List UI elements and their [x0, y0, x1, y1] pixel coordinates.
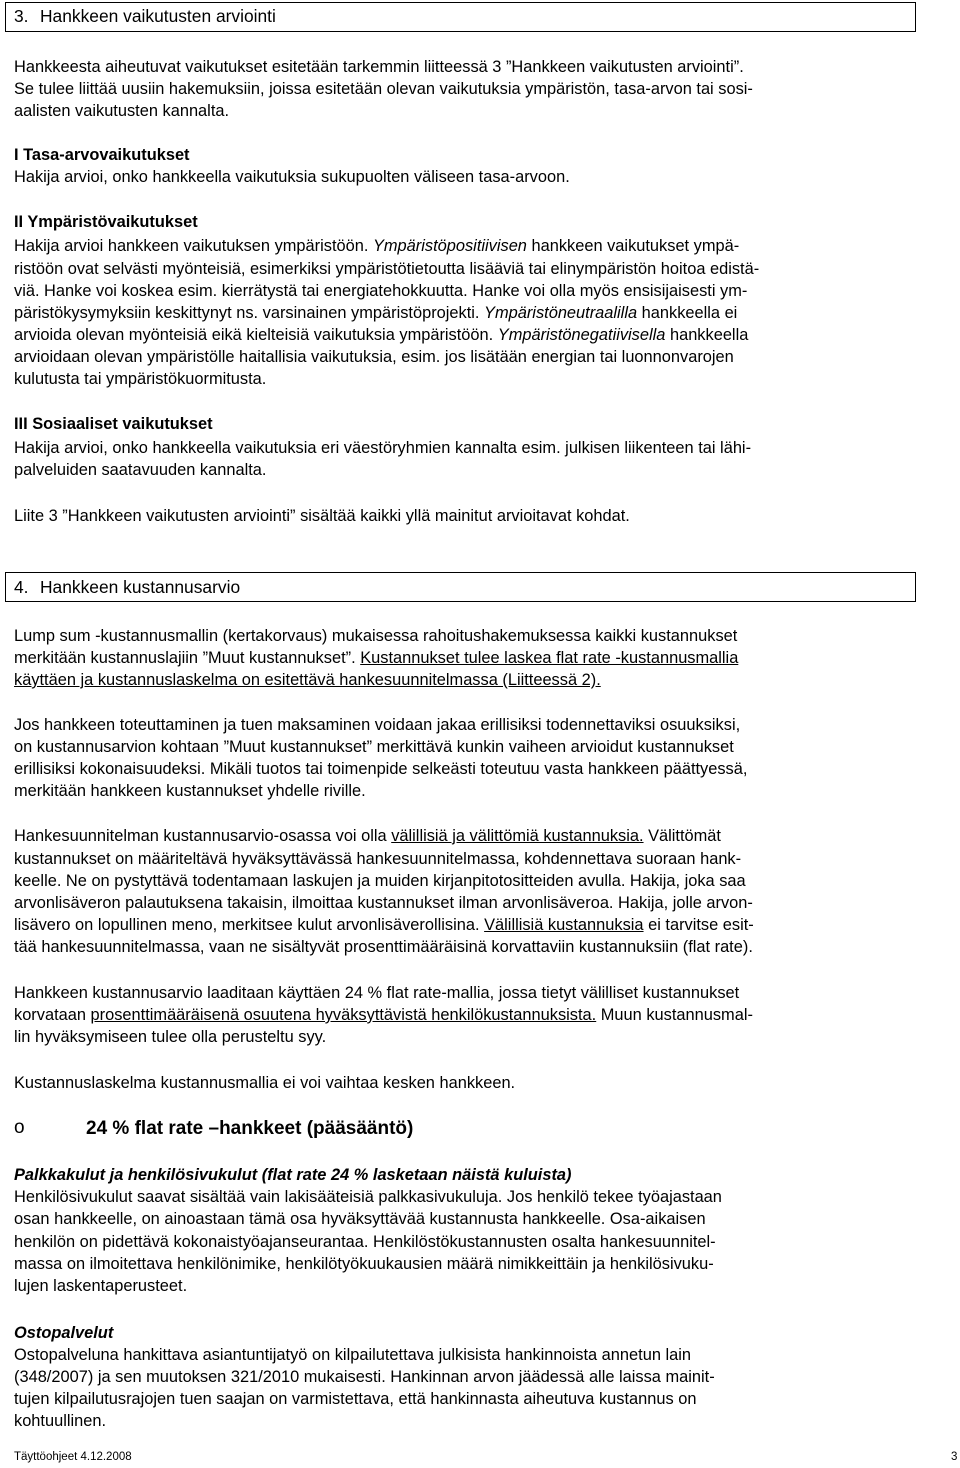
text-line: Kustannuslaskelma kustannusmallia ei voi vaihtaa kesken hankkeen. — [14, 1074, 516, 1092]
text-line: Hakija arvioi, onko hankkeella vaikutuksia sukupuolten väliseen tasa-arvoon. — [14, 168, 570, 186]
text-line: arvioidaan olevan ympäristölle haitallisia vaikutuksia, esim. jos lisätään energian tai luonnonvarojen — [14, 348, 734, 366]
text-line: Henkilösivukulut saavat sisältää vain lakisääteisiä palkkasivukuluja. Jos henkilö tekee työajastaan — [14, 1188, 722, 1206]
text-line: massa on ilmoitettava henkilönimike, henkilötyökuukausien määrä nimikkeittäin ja henkilösivuku- — [14, 1255, 714, 1273]
section-title: Hankkeen vaikutusten arviointi — [40, 6, 276, 26]
subheading-ostopalvelut: Ostopalvelut — [14, 1324, 114, 1342]
text-line: arvioida olevan myönteisiä eikä kielteisiä vaikutuksia ympäristöön. Ympäristönegatiivisella hankkeella — [14, 326, 749, 344]
text-line: Ostopalveluna hankittava asiantuntijatyö on kilpailutettava julkisista hankinnoista annetun lain — [14, 1346, 692, 1364]
text-line: Liite 3 ”Hankkeen vaikutusten arviointi” sisältää kaikki yllä mainitut arvioitavat kohdat. — [14, 507, 630, 525]
subheading-ymparisto: II Ympäristövaikutukset — [14, 213, 198, 231]
footer-date: Täyttöohjeet 4.12.2008 — [14, 1451, 132, 1463]
text-line: aalisten vaikutusten kannalta. — [14, 102, 230, 120]
bullet-icon: o — [14, 1117, 25, 1138]
text-line: Jos hankkeen toteuttaminen ja tuen maksaminen voidaan jakaa erillisiksi todennettaviksi osuuksiksi, — [14, 716, 741, 734]
text-line: viä. Hanke voi koskea esim. kierrätystä tai energiatehokkuutta. Hanke voi olla myös ensisijaisesti ym- — [14, 282, 748, 300]
text-line: merkitään kustannuslajiin ”Muut kustannukset”. Kustannukset tulee laskea flat rate -kustannusmallia — [14, 649, 739, 667]
text-line: (348/2007) ja sen muutoksen 321/2010 mukaisesti. Hankinnan arvon jäädessä alle laissa mainit- — [14, 1368, 715, 1386]
text-line: merkitään hankkeen kustannukset yhdelle riville. — [14, 782, 366, 800]
section-4-title — [14, 577, 240, 597]
text-line: päristökysymyksiin keskittynyt ns. varsinainen ympäristöprojekti. Ympäristöneutraalilla hankkeella ei — [14, 304, 738, 322]
text-line: henkilön on pidettävä kokonaistyöajanseurantaa. Henkilöstökustannusten osalta hankesuunnitel- — [14, 1233, 716, 1251]
text-line: Lump sum -kustannusmallin (kertakorvaus) mukaisessa rahoitushakemuksessa kaikki kustannukset — [14, 627, 738, 645]
text-line: on kustannusarvion kohtaan ”Muut kustannukset” merkittävä kunkin vaiheen arvioidut kustannukset — [14, 738, 734, 756]
flat-rate-heading: 24 % flat rate –hankkeet (pääsääntö) — [86, 1118, 414, 1139]
text-line: lin hyväksymiseen tulee olla perusteltu syy. — [14, 1028, 327, 1046]
section-3-title — [14, 6, 276, 26]
text-line: osan hankkeelle, on ainoastaan tämä osa hyväksyttävää kustannusta hankkeelle. Osa-aikaisen — [14, 1210, 706, 1228]
subheading-sosiaaliset: III Sosiaaliset vaikutukset — [14, 415, 213, 433]
section-number: 3. — [14, 6, 29, 26]
text-line: kustannukset on määriteltävä hyväksyttävässä hankesuunnitelmassa, kohdennettava suoraan hank- — [14, 850, 742, 868]
section-number: 4. — [14, 577, 29, 597]
text-line: Hakija arvioi hankkeen vaikutuksen ympäristöön. Ympäristöpositiivisen hankkeen vaikutukset ympä- — [14, 237, 740, 255]
text-line: keelle. Ne on pystyttävä todentamaan laskujen ja muiden kirjanpitotositteiden avulla. Hakija, joka saa — [14, 872, 746, 890]
text-line: Hakija arvioi, onko hankkeella vaikutuksia eri väestöryhmien kannalta esim. julkisen liikenteen tai lähi- — [14, 439, 752, 457]
subheading-tasa-arvo: I Tasa-arvovaikutukset — [14, 146, 190, 164]
text-line: tää hankesuunnitelmassa, vaan ne sisältyvät prosenttimääräisinä korvattaviin kustannuksiin (flat rate). — [14, 938, 753, 956]
subheading-palkkakulut: Palkkakulut ja henkilösivukulut (flat rate 24 % lasketaan näistä kuluista) — [14, 1166, 572, 1184]
text-line: Se tulee liittää uusiin hakemuksiin, joissa esitetään olevan vaikutuksia ympäristön, tasa-arvon tai sosi- — [14, 80, 753, 98]
text-line: Hankesuunnitelman kustannusarvio-osassa voi olla välillisiä ja välittömiä kustannuksia. Välittömät — [14, 827, 721, 845]
text-line: käyttäen ja kustannuslaskelma on esitettävä hankesuunnitelmassa (Liitteessä 2). — [14, 671, 601, 689]
text-line: Hankkeen kustannusarvio laaditaan käyttäen 24 % flat rate-mallia, jossa tietyt välilliset kustannukset — [14, 984, 740, 1002]
text-line: ristöön ovat selvästi myönteisiä, esimerkiksi ympäristötietoutta lisääviä tai elinympäristön hoitoa edistä- — [14, 260, 760, 278]
text-line: korvataan prosenttimääräisenä osuutena hyväksyttävistä henkilökustannuksista. Muun kustannusmal- — [14, 1006, 753, 1024]
text-line: kulutusta tai ympäristökuormitusta. — [14, 370, 267, 388]
text-line: lujen laskentaperusteet. — [14, 1277, 188, 1295]
section-title: Hankkeen kustannusarvio — [40, 577, 241, 597]
text-line: arvonlisäveron palautuksena takaisin, ilmoittaa kustannukset ilman arvonlisäveroa. Hakija, jolle arvon- — [14, 894, 753, 912]
text-line: erillisiksi kokonaisuudeksi. Mikäli tuotos tai toimenpide selkeästi toteutuu vasta hankkeen päättyessä, — [14, 760, 748, 778]
text-line: Hankkeesta aiheutuvat vaikutukset esitetään tarkemmin liitteessä 3 ”Hankkeen vaikutusten arviointi”. — [14, 58, 744, 76]
page-number: 3 — [951, 1451, 958, 1463]
text-line: tujen kilpailutusrajojen tuen saajan on varmistettava, että hankinnasta aiheutuva kustannus on — [14, 1390, 697, 1408]
text-line: lisävero on lopullinen meno, merkitsee kulut arvonlisäverollisina. Välillisiä kustannuksia ei tarvitse esit- — [14, 916, 754, 934]
text-line: palveluiden saatavuuden kannalta. — [14, 461, 267, 479]
text-line: kohtuullinen. — [14, 1412, 107, 1430]
